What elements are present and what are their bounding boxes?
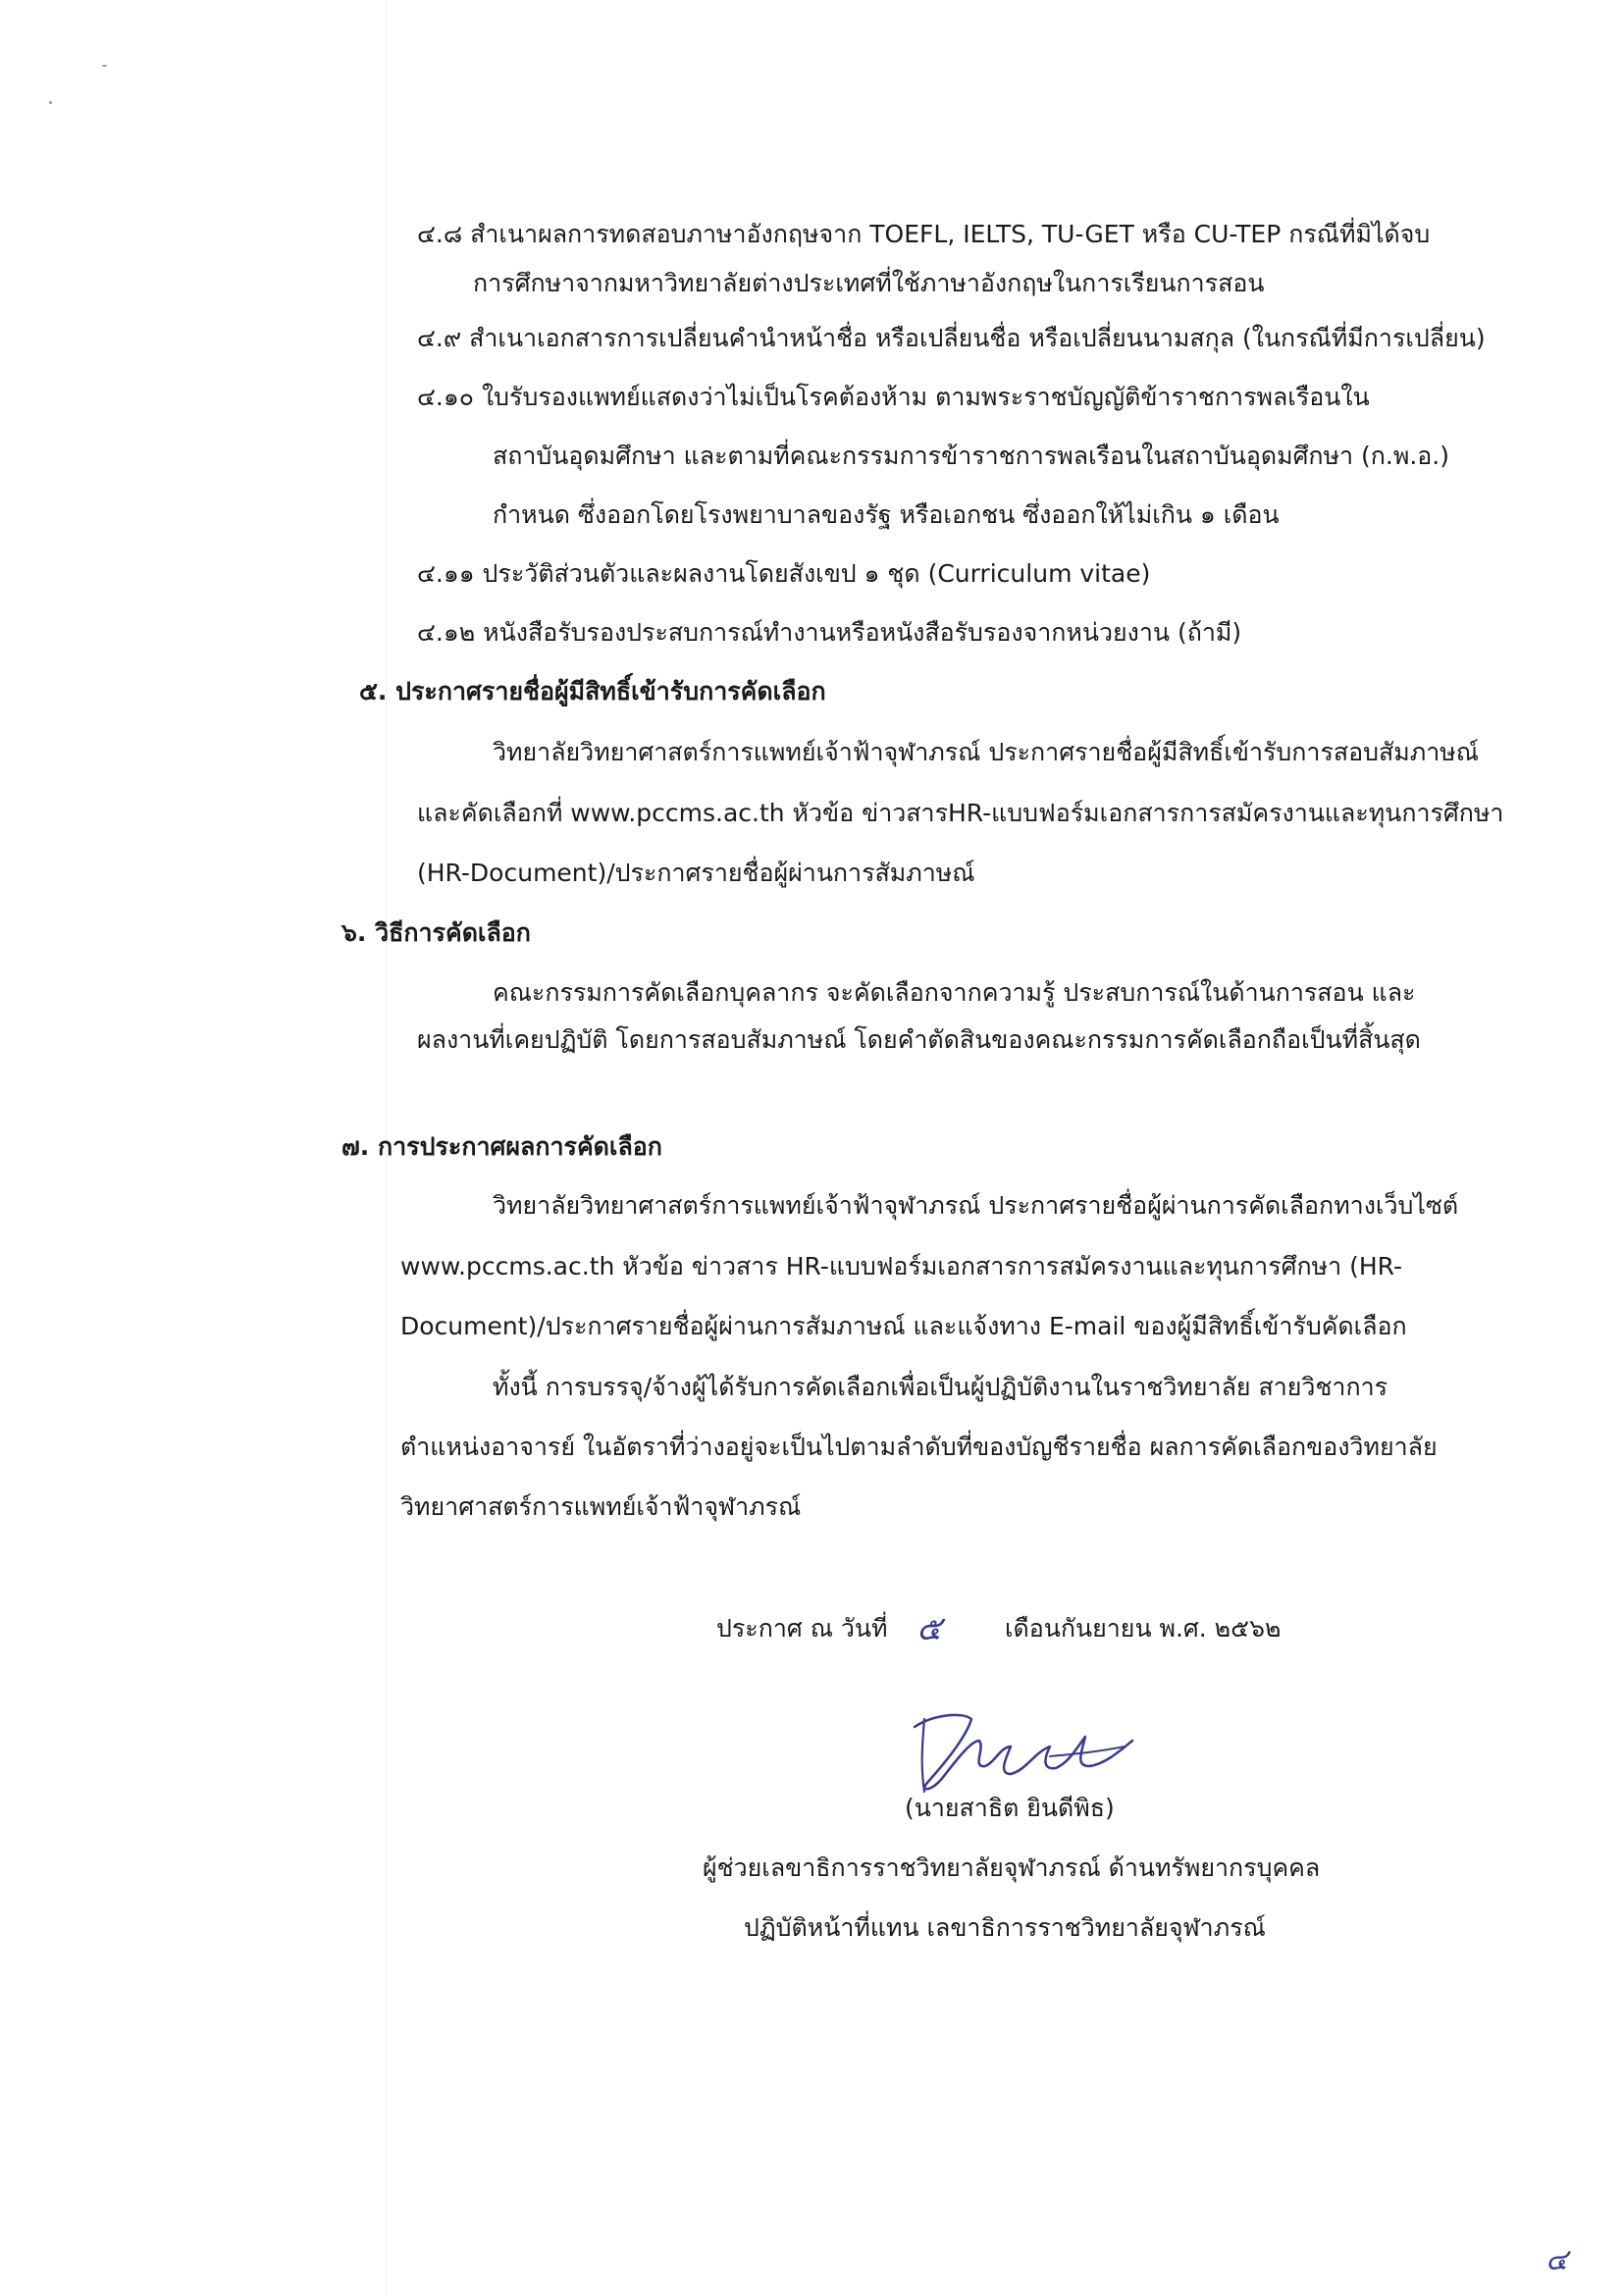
item-4-8-line-2: การศึกษาจากมหาวิทยาลัยต่างประเทศที่ใช้ภาษาอังกฤษในการเรียนการสอน [473, 269, 1265, 297]
section-5-line-1: วิทยาลัยวิทยาศาสตร์การแพทย์เจ้าฟ้าจุฬาภรณ์ ประกาศรายชื่อผู้มีสิทธิ์เข้ารับการสอบสัมภาษณ์ [493, 738, 1479, 766]
item-4-10-line-1: ๔.๑๐ ใบรับรองแพทย์แสดงว่าไม่เป็นโรคต้องห้าม ตามพระราชบัญญัติข้าราชการพลเรือนใน [417, 383, 1370, 411]
handwritten-day: ๕ [916, 1609, 942, 1648]
section-7-line-1: วิทยาลัยวิทยาศาสตร์การแพทย์เจ้าฟ้าจุฬาภรณ์ ประกาศรายชื่อผู้ผ่านการคัดเลือกทางเว็บไซต์ [493, 1191, 1459, 1220]
scan-speck [102, 65, 107, 67]
item-4-10-line-2: สถาบันอุดมศึกษา และตามที่คณะกรรมการข้าราชการพลเรือนในสถาบันอุดมศึกษา (ก.พ.อ.) [493, 442, 1450, 470]
section-5-line-2: และคัดเลือกที่ www.pccms.ac.th หัวข้อ ข่าวสารHR-แบบฟอร์มเอกสารการสมัครงานและทุนการศึกษา [417, 799, 1504, 827]
signatory-name: (นายสาธิต ยินดีพิธ) [905, 1794, 1115, 1822]
signatory-title-line-1: ผู้ช่วยเลขาธิการราชวิทยาลัยจุฬาภรณ์ ด้านทรัพยากรบุคคล [703, 1853, 1321, 1882]
section-6-line-2: ผลงานที่เคยปฏิบัติ โดยการสอบสัมภาษณ์ โดยคำตัดสินของคณะกรรมการคัดเลือกถือเป็นที่สิ้นสุด [417, 1025, 1421, 1054]
section-7-line-5: ตำแหน่งอาจารย์ ในอัตราที่ว่างอยู่จะเป็นไปตามลำดับที่ของบัญชีรายชื่อ ผลการคัดเลือกของวิทยาลัย [400, 1433, 1438, 1461]
handwritten-page-mark: ๔ [1545, 2243, 1568, 2277]
item-4-9: ๔.๙ สำเนาเอกสารการเปลี่ยนคำนำหน้าชื่อ หรือเปลี่ยนชื่อ หรือเปลี่ยนนามสกุล (ในกรณีที่มีการเปลี่ยน) [417, 324, 1486, 352]
section-6-line-1: คณะกรรมการคัดเลือกบุคลากร จะคัดเลือกจากความรู้ ประสบการณ์ในด้านการสอน และ [493, 978, 1416, 1007]
handwritten-signature [903, 1697, 1138, 1805]
announcement-date-prefix: ประกาศ ณ วันที่ [716, 1614, 888, 1643]
item-4-10-line-3: กำหนด ซึ่งออกโดยโรงพยาบาลของรัฐ หรือเอกชน ซึ่งออกให้ไม่เกิน ๑ เดือน [493, 500, 1280, 529]
section-6-heading: ๖. วิธีการคัดเลือก [341, 918, 531, 947]
signatory-title-line-2: ปฏิบัติหน้าที่แทน เลขาธิการราชวิทยาลัยจุฬาภรณ์ [744, 1913, 1266, 1942]
section-7-heading: ๗. การประกาศผลการคัดเลือก [341, 1132, 662, 1161]
section-7-line-4: ทั้งนี้ การบรรจุ/จ้างผู้ได้รับการคัดเลือกเพื่อเป็นผู้ปฏิบัติงานในราชวิทยาลัย สายวิชาการ [493, 1373, 1388, 1401]
section-5-line-3: (HR-Document)/ประกาศรายชื่อผู้ผ่านการสัมภาษณ์ [417, 859, 975, 887]
section-7-line-3: Document)/ประกาศรายชื่อผู้ผ่านการสัมภาษณ์ และแจ้งทาง E-mail ของผู้มีสิทธิ์เข้ารับคัดเลือก [400, 1312, 1407, 1340]
item-4-11: ๔.๑๑ ประวัติส่วนตัวและผลงานโดยสังเขป ๑ ชุด (Curriculum vitae) [417, 559, 1151, 588]
section-5-heading: ๕. ประกาศรายชื่อผู้มีสิทธิ์เข้ารับการคัดเลือก [359, 677, 826, 705]
item-4-12: ๔.๑๒ หนังสือรับรองประสบการณ์ทำงานหรือหนังสือรับรองจากหน่วยงาน (ถ้ามี) [417, 618, 1242, 647]
scan-speck [49, 101, 52, 104]
item-4-8-line-1: ๔.๘ สำเนาผลการทดสอบภาษาอังกฤษจาก TOEFL, IELTS, TU-GET หรือ CU-TEP กรณีที่มิได้จบ [417, 220, 1431, 248]
section-7-line-2: www.pccms.ac.th หัวข้อ ข่าวสาร HR-แบบฟอร์มเอกสารการสมัครงานและทุนการศึกษา (HR- [400, 1252, 1403, 1280]
section-7-line-6: วิทยาศาสตร์การแพทย์เจ้าฟ้าจุฬาภรณ์ [400, 1492, 802, 1521]
announcement-date-suffix: เดือนกันยายน พ.ศ. ๒๕๖๒ [1005, 1614, 1282, 1643]
